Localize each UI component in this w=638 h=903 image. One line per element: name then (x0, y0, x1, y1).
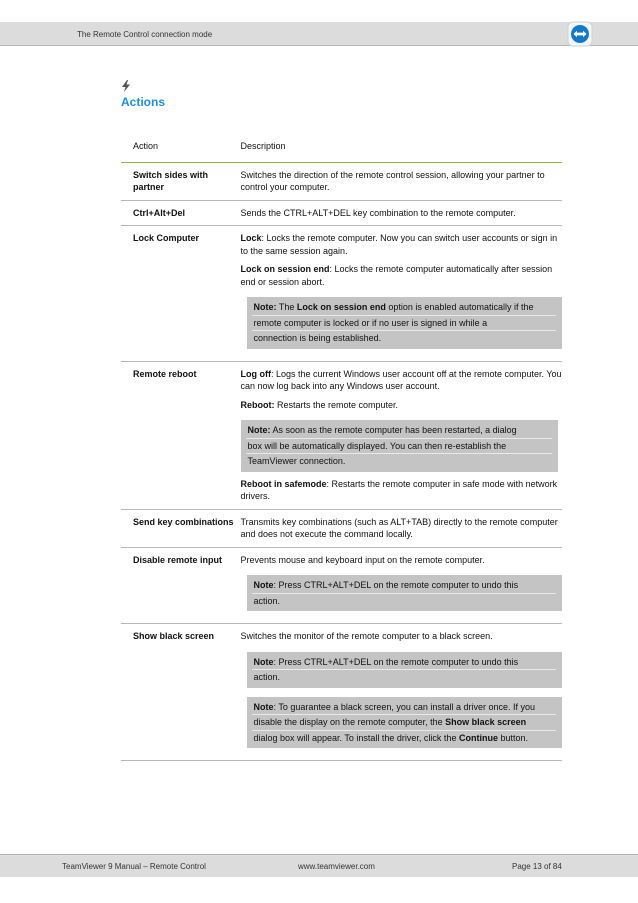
column-header-action: Action (121, 136, 238, 162)
table-row (121, 162, 562, 200)
section-title: Actions (121, 95, 166, 109)
header-divider (0, 45, 638, 46)
action-description: Lock: Locks the remote computer. Now you can switch user accounts or sign in to the same session again. Lock on session end: Locks the remote computer automatically after session end or session abort. Note: The Lock on session end option is enabled automatically if the remote computer is locked or if no user is signed in while a connection is being established. (238, 226, 563, 362)
action-name: Ctrl+Alt+Del (121, 200, 238, 226)
action-name: Switch sides with partner (121, 162, 238, 200)
footer-manual-title: TeamViewer 9 Manual – Remote Control (62, 862, 206, 871)
header-title: The Remote Control connection mode (77, 30, 213, 39)
action-description: Sends the CTRL+ALT+DEL key combination to the remote computer. (238, 200, 563, 226)
action-description: Log off: Logs the current Windows user account off at the remote computer. You can now log back into any Windows user account. Reboot: Restarts the remote computer. Note: As soon as the remote computer has been restarted, a dialog box will be automatically displayed. You can then re-establish the TeamViewer connection. Reboot in safemode: Restarts the remote computer in safe mode with network drivers. (238, 361, 563, 509)
note-box: Note: As soon as the remote computer has been restarted, a dialog box will be automatically displayed. You can then re-establish the TeamViewer connection. (241, 420, 559, 472)
action-description: Prevents mouse and keyboard input on the remote computer. Note: Press CTRL+ALT+DEL on the remote computer to undo this action. (238, 547, 563, 624)
action-name: Remote reboot (121, 361, 238, 509)
action-name: Lock Computer (121, 226, 238, 362)
action-description: Transmits key combinations (such as ALT+TAB) directly to the remote computer and does not execute the command locally. (238, 509, 563, 547)
note-box: Note: Press CTRL+ALT+DEL on the remote computer to undo this action. (247, 652, 563, 688)
table-header-row (121, 136, 562, 162)
table-row (121, 361, 562, 509)
footer-page-number: Page 13 of 84 (512, 862, 562, 871)
lightning-icon (121, 80, 131, 92)
action-name: Show black screen (121, 624, 238, 761)
teamviewer-logo (566, 20, 594, 48)
column-header-description: Description (238, 136, 563, 162)
table-row (121, 200, 562, 226)
actions-table (121, 136, 562, 761)
action-description: Switches the monitor of the remote computer to a black screen. Note: Press CTRL+ALT+DEL on the remote computer to undo this action. Note: To guarantee a black screen, you can install a driver once. If you disable the display on the remote computer, the Show black screen dialog box will appear. To install the driver, click the Continue button. (238, 624, 563, 761)
action-description: Switches the direction of the remote control session, allowing your partner to control your computer. (238, 162, 563, 200)
table-row (121, 547, 562, 624)
action-name: Send key combinations (121, 509, 238, 547)
table-row (121, 226, 562, 362)
table-row (121, 509, 562, 547)
note-box: Note: To guarantee a black screen, you can install a driver once. If you disable the display on the remote computer, the Show black screen dialog box will appear. To install the driver, click the Continue button. (247, 697, 563, 749)
table-row (121, 624, 562, 761)
footer-website-link[interactable]: www.teamviewer.com (298, 862, 375, 871)
note-box: Note: The Lock on session end option is enabled automatically if the remote computer is locked or if no user is signed in while a connection is being established. (247, 297, 563, 349)
note-box: Note: Press CTRL+ALT+DEL on the remote computer to undo this action. (247, 575, 563, 611)
action-name: Disable remote input (121, 547, 238, 624)
